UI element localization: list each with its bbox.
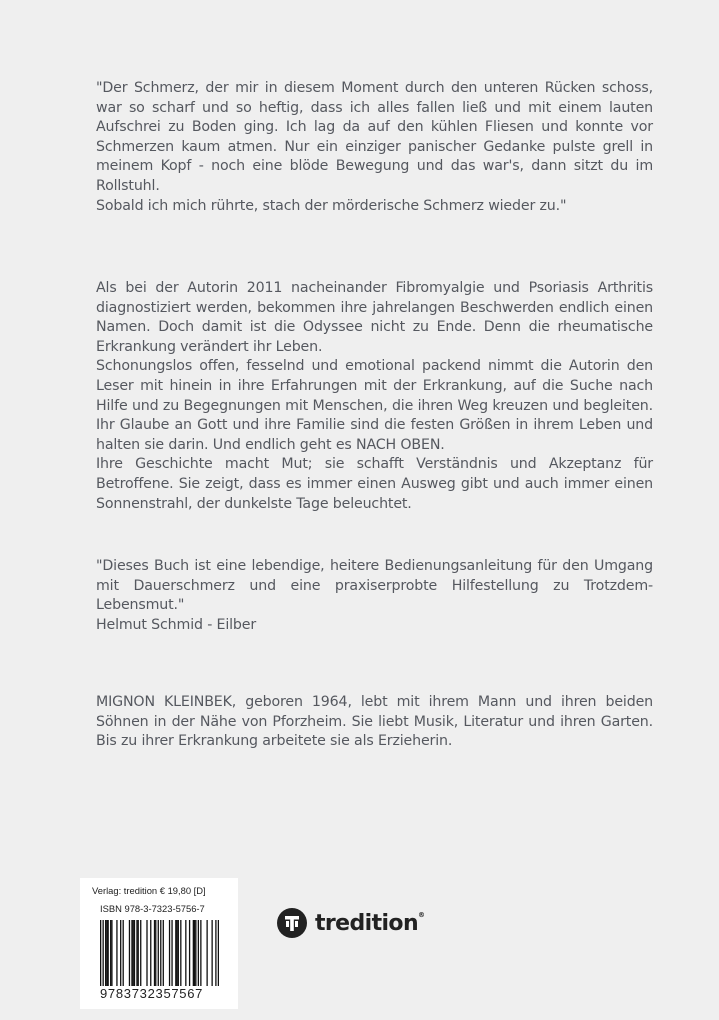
publisher-logo: [277, 906, 424, 940]
barcode-bar: [206, 920, 207, 986]
barcode-bar: [189, 920, 190, 986]
barcode-bar: [211, 920, 212, 986]
barcode-bar: [218, 920, 219, 986]
barcode-bar: [110, 920, 111, 986]
barcode-bar: [140, 920, 141, 986]
barcode-bar: [193, 920, 194, 986]
barcode-bar: [138, 920, 139, 986]
quote-paragraph: "Der Schmerz, der mir in diesem Moment durch den unteren Rücken schoss, war so scharf und so heftig, dass ich alles fallen ließ und mit einem lauten Aufschrei zu Boden ging. Ich lag da auf den kühlen Fliesen und konnte vor Schmerzen kaum atmen. Nur ein einziger panischer Gedanke pulste grell in meinem Kopf - noch eine blöde Bewegung und das war's, dann sitzt du im Rollstuhl.: [96, 80, 653, 194]
review-attribution: Helmut Schmid - Eilber: [96, 616, 257, 633]
barcode-bar: [106, 920, 107, 986]
barcode-bar: [103, 920, 104, 986]
quote-paragraph: Sobald ich mich rührte, stach der mörderische Schmerz wieder zu.": [96, 197, 567, 214]
barcode-digits: 9783732357567: [100, 986, 204, 1001]
barcode-bar: [180, 920, 181, 986]
barcode-bar: [134, 920, 135, 986]
author-bio-text: MIGNON KLEINBEK, geboren 1964, lebt mit ihrem Mann und ihren beiden Söhnen in der Nähe von Pforzheim. Sie liebt Musik, Literatur und ihren Garten. Bis zu ihrer Erkrankung arbeitete sie als Erzieherin.: [96, 694, 653, 750]
barcode-bar: [111, 920, 112, 986]
barcode-bar: [116, 920, 117, 986]
barcode-bar: [154, 920, 155, 986]
barcode-bar: [195, 920, 196, 986]
barcode-bar: [169, 920, 170, 986]
barcode-bar: [129, 920, 130, 986]
barcode-bar: [136, 920, 137, 986]
publisher-price: Verlag: tredition € 19,80 [D]: [92, 885, 206, 896]
barcode-bar: [175, 920, 176, 986]
blurb-paragraph: Schonungslos offen, fesselnd und emotional packend nimmt die Autorin den Leser mit hinein in ihre Erfahrungen mit der Erkrankung, auf die Suche nach Hilfe und zu Begegnungen mit Menschen, die ihren Weg kreuzen und begleiten. Ihr Glaube an Gott und ihre Familie sind die festen Größen in ihrem Leben und halten sie darin. Und endlich geht es NACH OBEN.: [96, 358, 653, 453]
barcode-bars: [100, 920, 219, 986]
barcode-bar: [163, 920, 164, 986]
logo-text: tredition: [315, 910, 419, 936]
registered-mark: ®: [418, 910, 425, 919]
book-blurb: [96, 279, 653, 514]
barcode-bar: [158, 920, 159, 986]
opening-quote: [96, 79, 653, 216]
barcode-bar: [120, 920, 121, 986]
barcode-bar: [215, 920, 216, 986]
barcode-bar: [176, 920, 177, 986]
barcode-bar: [150, 920, 151, 986]
barcode-bar: [105, 920, 106, 986]
barcode-bar: [200, 920, 201, 986]
barcode-bar: [133, 920, 134, 986]
barcode-bar: [198, 920, 199, 986]
barcode-bar: [131, 920, 132, 986]
isbn-text: ISBN 978-3-7323-5756-7: [100, 903, 205, 914]
review-quote: [96, 557, 653, 635]
barcode-bar: [100, 920, 101, 986]
barcode-bar: [194, 920, 195, 986]
barcode-bar: [185, 920, 186, 986]
blurb-paragraph: Ihre Geschichte macht Mut; sie schafft Verständnis und Akzeptanz für Betroffene. Sie zeigt, dass es immer einen Ausweg gibt und auch immer einen Sonnenstrahl, der dunkelste Tage beleuchtet.: [96, 456, 653, 512]
barcode-bar: [123, 920, 124, 986]
author-bio: [96, 693, 653, 752]
barcode-label: [80, 878, 238, 1009]
barcode-bar: [178, 920, 179, 986]
barcode-bar: [155, 920, 156, 986]
blurb-paragraph: Als bei der Autorin 2011 nacheinander Fibromyalgie und Psoriasis Arthritis diagnostiziert werden, bekommen ihre jahrelangen Beschwerden endlich einen Namen. Doch damit ist die Odyssee nicht zu Ende. Denn die rheumatische Erkrankung verändert ihr Leben.: [96, 280, 653, 355]
review-text: "Dieses Buch ist eine lebendige, heitere Bedienungsanleitung für den Umgang mit Dauerschmerz und eine praxiserprobte Hilfestellung zu Trotzdem-Lebensmut.": [96, 558, 653, 614]
barcode-bar: [146, 920, 147, 986]
logo-wordmark: [315, 911, 424, 936]
barcode-bar: [160, 920, 161, 986]
barcode-bar: [171, 920, 172, 986]
tredition-logo-icon: [277, 908, 307, 938]
barcode-bar: [108, 920, 109, 986]
